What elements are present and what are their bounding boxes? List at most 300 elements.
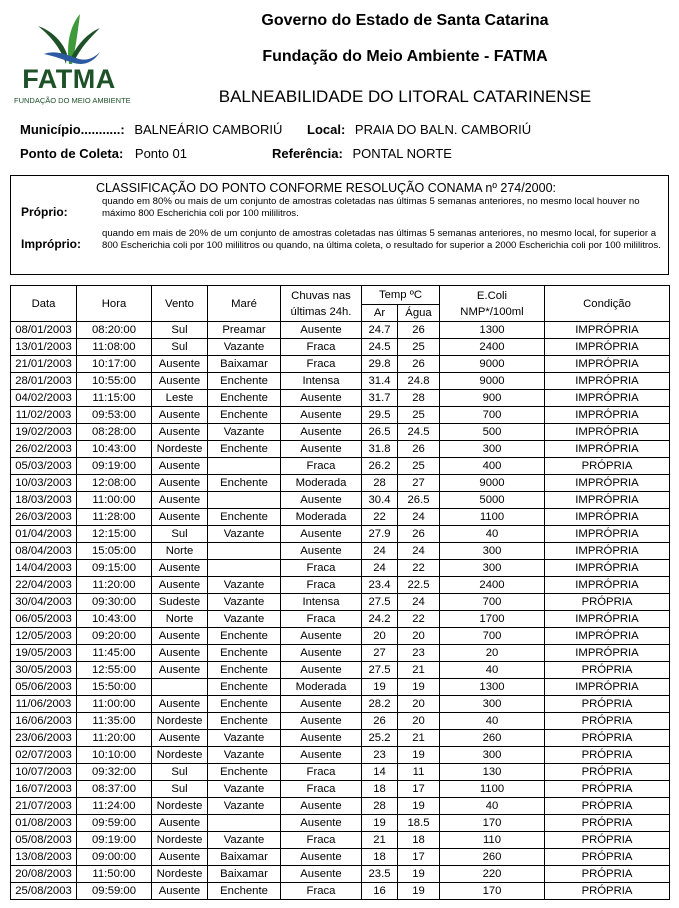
cell-chuvas: Ausente	[281, 662, 362, 679]
cell-hora: 11:24:00	[77, 798, 152, 815]
cell-hora: 12:08:00	[77, 475, 152, 492]
cell-temp-ar: 23.5	[362, 866, 398, 883]
cell-condicao: IMPRÓPRIA	[545, 577, 670, 594]
cell-hora: 12:15:00	[77, 526, 152, 543]
cell-mare: Vazante	[208, 747, 281, 764]
cell-temp-agua: 25	[398, 339, 440, 356]
cell-ecoli: 40	[440, 662, 545, 679]
cell-ecoli: 700	[440, 407, 545, 424]
cell-hora: 11:45:00	[77, 645, 152, 662]
cell-data: 04/02/2003	[11, 390, 77, 407]
cell-temp-ar: 28	[362, 798, 398, 815]
table-row	[11, 475, 670, 492]
cell-data: 19/02/2003	[11, 424, 77, 441]
cell-hora: 12:55:00	[77, 662, 152, 679]
cell-vento: Norte	[152, 543, 208, 560]
cell-ecoli: 300	[440, 747, 545, 764]
cell-ecoli: 500	[440, 424, 545, 441]
cell-condicao: IMPRÓPRIA	[545, 322, 670, 339]
cell-chuvas: Fraca	[281, 577, 362, 594]
cell-temp-ar: 31.8	[362, 441, 398, 458]
table-row	[11, 407, 670, 424]
table-row	[11, 730, 670, 747]
cell-data: 16/06/2003	[11, 713, 77, 730]
cell-mare: Enchente	[208, 373, 281, 390]
table-row	[11, 594, 670, 611]
cell-temp-agua: 25	[398, 407, 440, 424]
cell-temp-ar: 19	[362, 679, 398, 696]
cell-condicao: PRÓPRIA	[545, 764, 670, 781]
cell-vento: Ausente	[152, 730, 208, 747]
cell-hora: 10:10:00	[77, 747, 152, 764]
cell-temp-agua: 26	[398, 526, 440, 543]
cell-temp-agua: 18.5	[398, 815, 440, 832]
cell-condicao: IMPRÓPRIA	[545, 526, 670, 543]
cell-vento	[152, 679, 208, 696]
cell-vento: Nordeste	[152, 866, 208, 883]
cell-hora: 15:05:00	[77, 543, 152, 560]
cell-condicao: PRÓPRIA	[545, 866, 670, 883]
cell-temp-agua: 19	[398, 883, 440, 900]
cell-mare	[208, 560, 281, 577]
cell-data: 05/08/2003	[11, 832, 77, 849]
government-title: Governo do Estado de Santa Catarina	[261, 12, 549, 29]
table-row	[11, 849, 670, 866]
cell-data: 12/05/2003	[11, 628, 77, 645]
cell-mare: Baixamar	[208, 849, 281, 866]
cell-mare: Vazante	[208, 594, 281, 611]
cell-data: 16/07/2003	[11, 781, 77, 798]
table-row	[11, 832, 670, 849]
cell-condicao: PRÓPRIA	[545, 662, 670, 679]
table-row	[11, 424, 670, 441]
table-row	[11, 611, 670, 628]
cell-chuvas: Ausente	[281, 526, 362, 543]
cell-ecoli: 1100	[440, 781, 545, 798]
cell-hora: 09:59:00	[77, 883, 152, 900]
header-chuvas-line2: últimas 24h.	[290, 305, 352, 318]
cell-chuvas: Intensa	[281, 373, 362, 390]
cell-vento: Nordeste	[152, 832, 208, 849]
cell-ecoli: 40	[440, 798, 545, 815]
cell-temp-agua: 19	[398, 747, 440, 764]
cell-hora: 09:32:00	[77, 764, 152, 781]
cell-data: 18/03/2003	[11, 492, 77, 509]
cell-condicao: IMPRÓPRIA	[545, 492, 670, 509]
cell-mare: Enchente	[208, 679, 281, 696]
cell-temp-agua: 17	[398, 849, 440, 866]
cell-mare: Baixamar	[208, 866, 281, 883]
cell-hora: 10:43:00	[77, 441, 152, 458]
cell-vento: Ausente	[152, 475, 208, 492]
cell-temp-ar: 25.2	[362, 730, 398, 747]
table-row	[11, 798, 670, 815]
cell-temp-ar: 29.5	[362, 407, 398, 424]
cell-temp-agua: 20	[398, 628, 440, 645]
cell-mare: Vazante	[208, 832, 281, 849]
cell-chuvas: Ausente	[281, 407, 362, 424]
local-label: Local:	[307, 122, 346, 137]
cell-condicao: IMPRÓPRIA	[545, 475, 670, 492]
cell-data: 02/07/2003	[11, 747, 77, 764]
cell-temp-ar: 23.4	[362, 577, 398, 594]
cell-mare: Enchente	[208, 407, 281, 424]
cell-hora: 09:53:00	[77, 407, 152, 424]
cell-vento: Sul	[152, 322, 208, 339]
ponto-coleta-value: Ponto 01	[134, 146, 187, 161]
table-row	[11, 339, 670, 356]
cell-temp-agua: 26	[398, 441, 440, 458]
referencia-value: PONTAL NORTE	[352, 146, 452, 161]
cell-ecoli: 2400	[440, 577, 545, 594]
cell-hora: 09:00:00	[77, 849, 152, 866]
cell-condicao: IMPRÓPRIA	[545, 645, 670, 662]
table-row	[11, 322, 670, 339]
cell-temp-ar: 24.2	[362, 611, 398, 628]
cell-temp-agua: 21	[398, 730, 440, 747]
proprio-label: Próprio:	[21, 205, 68, 219]
cell-temp-agua: 25	[398, 458, 440, 475]
cell-vento: Ausente	[152, 560, 208, 577]
cell-condicao: PRÓPRIA	[545, 594, 670, 611]
cell-temp-ar: 29.8	[362, 356, 398, 373]
municipio-value: BALNEÁRIO CAMBORIÚ	[134, 122, 283, 137]
cell-mare: Enchente	[208, 696, 281, 713]
cell-data: 08/04/2003	[11, 543, 77, 560]
cell-vento: Sul	[152, 526, 208, 543]
cell-vento: Nordeste	[152, 441, 208, 458]
cell-vento: Sul	[152, 339, 208, 356]
cell-mare: Preamar	[208, 322, 281, 339]
cell-vento: Nordeste	[152, 713, 208, 730]
cell-temp-agua: 21	[398, 662, 440, 679]
referencia-label: Referência:	[272, 146, 343, 161]
cell-condicao: IMPRÓPRIA	[545, 339, 670, 356]
cell-temp-agua: 28	[398, 390, 440, 407]
table-row	[11, 883, 670, 900]
header-temp: Temp ºC	[362, 286, 440, 305]
cell-vento: Sul	[152, 781, 208, 798]
cell-hora: 11:20:00	[77, 577, 152, 594]
cell-data: 25/08/2003	[11, 883, 77, 900]
cell-temp-agua: 19	[398, 798, 440, 815]
local-field	[307, 122, 531, 137]
cell-ecoli: 9000	[440, 475, 545, 492]
cell-vento: Ausente	[152, 662, 208, 679]
cell-ecoli: 260	[440, 849, 545, 866]
cell-data: 20/08/2003	[11, 866, 77, 883]
cell-temp-agua: 26	[398, 322, 440, 339]
cell-condicao: PRÓPRIA	[545, 458, 670, 475]
table-row	[11, 747, 670, 764]
cell-data: 13/01/2003	[11, 339, 77, 356]
cell-temp-agua: 24.5	[398, 424, 440, 441]
leaf-wave-icon	[36, 10, 102, 66]
table-row	[11, 662, 670, 679]
cell-ecoli: 900	[440, 390, 545, 407]
cell-vento: Ausente	[152, 849, 208, 866]
cell-temp-ar: 31.4	[362, 373, 398, 390]
cell-vento: Ausente	[152, 628, 208, 645]
cell-data: 06/05/2003	[11, 611, 77, 628]
cell-hora: 10:55:00	[77, 373, 152, 390]
cell-chuvas: Ausente	[281, 713, 362, 730]
cell-temp-ar: 23	[362, 747, 398, 764]
cell-hora: 09:30:00	[77, 594, 152, 611]
cell-condicao: PRÓPRIA	[545, 730, 670, 747]
cell-condicao: IMPRÓPRIA	[545, 390, 670, 407]
cell-condicao: PRÓPRIA	[545, 798, 670, 815]
cell-condicao: PRÓPRIA	[545, 883, 670, 900]
cell-ecoli: 260	[440, 730, 545, 747]
cell-temp-agua: 19	[398, 679, 440, 696]
cell-ecoli: 1700	[440, 611, 545, 628]
cell-ecoli: 300	[440, 441, 545, 458]
cell-vento: Sudeste	[152, 594, 208, 611]
cell-chuvas: Moderada	[281, 509, 362, 526]
cell-mare: Baixamar	[208, 356, 281, 373]
cell-mare	[208, 815, 281, 832]
cell-data: 19/05/2003	[11, 645, 77, 662]
cell-hora: 09:20:00	[77, 628, 152, 645]
cell-chuvas: Ausente	[281, 492, 362, 509]
cell-vento: Ausente	[152, 492, 208, 509]
cell-hora: 08:37:00	[77, 781, 152, 798]
logo-subtext: FUNDAÇÃO DO MEIO AMBIENTE	[14, 96, 131, 105]
cell-vento: Ausente	[152, 458, 208, 475]
table-row	[11, 526, 670, 543]
cell-mare: Vazante	[208, 798, 281, 815]
cell-vento: Ausente	[152, 424, 208, 441]
table-body	[11, 322, 670, 900]
header-chuvas-line1: Chuvas nas	[291, 289, 351, 302]
cell-mare: Enchente	[208, 628, 281, 645]
cell-temp-agua: 23	[398, 645, 440, 662]
cell-data: 01/04/2003	[11, 526, 77, 543]
table-row	[11, 628, 670, 645]
cell-chuvas: Fraca	[281, 560, 362, 577]
cell-chuvas: Ausente	[281, 696, 362, 713]
table-row	[11, 696, 670, 713]
cell-vento: Ausente	[152, 815, 208, 832]
cell-chuvas: Ausente	[281, 849, 362, 866]
improprio-label: Impróprio:	[21, 237, 81, 251]
cell-vento: Norte	[152, 611, 208, 628]
table-row	[11, 509, 670, 526]
cell-vento: Ausente	[152, 356, 208, 373]
cell-chuvas: Fraca	[281, 611, 362, 628]
cell-condicao: IMPRÓPRIA	[545, 407, 670, 424]
ponto-coleta-label: Ponto de Coleta:	[20, 146, 124, 161]
cell-data: 11/06/2003	[11, 696, 77, 713]
cell-vento: Nordeste	[152, 747, 208, 764]
cell-vento: Ausente	[152, 509, 208, 526]
fatma-logo	[14, 10, 131, 105]
cell-hora: 08:20:00	[77, 322, 152, 339]
cell-mare: Enchente	[208, 645, 281, 662]
cell-temp-agua: 22	[398, 560, 440, 577]
cell-condicao: IMPRÓPRIA	[545, 424, 670, 441]
cell-temp-agua: 18	[398, 832, 440, 849]
cell-temp-agua: 19	[398, 866, 440, 883]
cell-temp-ar: 27.5	[362, 594, 398, 611]
cell-temp-agua: 24	[398, 594, 440, 611]
cell-temp-ar: 24	[362, 560, 398, 577]
cell-chuvas: Ausente	[281, 747, 362, 764]
header-vento: Vento	[152, 286, 208, 322]
cell-condicao: PRÓPRIA	[545, 696, 670, 713]
cell-data: 05/06/2003	[11, 679, 77, 696]
cell-mare: Enchente	[208, 713, 281, 730]
table-row	[11, 781, 670, 798]
cell-temp-agua: 24.8	[398, 373, 440, 390]
cell-temp-agua: 22.5	[398, 577, 440, 594]
cell-hora: 11:00:00	[77, 696, 152, 713]
cell-chuvas: Ausente	[281, 730, 362, 747]
cell-data: 14/04/2003	[11, 560, 77, 577]
cell-temp-agua: 24	[398, 509, 440, 526]
cell-chuvas: Ausente	[281, 815, 362, 832]
cell-chuvas: Moderada	[281, 679, 362, 696]
cell-temp-ar: 24.7	[362, 322, 398, 339]
cell-condicao: IMPRÓPRIA	[545, 543, 670, 560]
cell-hora: 09:15:00	[77, 560, 152, 577]
cell-condicao: IMPRÓPRIA	[545, 611, 670, 628]
cell-mare: Enchente	[208, 662, 281, 679]
proprio-text: quando em 80% ou mais de um conjunto de amostras coletadas nas últimas 5 semanas anteriores, no mesmo local houver no máximo 800 Escherichia coli por 100 mililitros.	[102, 196, 640, 220]
report-title: BALNEABILIDADE DO LITORAL CATARINENSE	[218, 87, 592, 106]
cell-ecoli: 9000	[440, 373, 545, 390]
cell-temp-ar: 26	[362, 713, 398, 730]
cell-condicao: IMPRÓPRIA	[545, 628, 670, 645]
improprio-text: quando em mais de 20% de um conjunto de amostras coletadas nas últimas 5 semanas anteriores, no mesmo local, for superior a 800 Escherichia coli por 100 mililitros ou quando, na última coleta, o resultado for superior a 2000 Escherichia coli por 100 mililitros.	[102, 228, 661, 252]
cell-temp-ar: 24	[362, 543, 398, 560]
cell-temp-ar: 24.5	[362, 339, 398, 356]
table-row	[11, 441, 670, 458]
cell-data: 21/01/2003	[11, 356, 77, 373]
cell-hora: 11:35:00	[77, 713, 152, 730]
header-hora: Hora	[77, 286, 152, 322]
cell-hora: 11:15:00	[77, 390, 152, 407]
cell-mare	[208, 543, 281, 560]
cell-chuvas: Ausente	[281, 866, 362, 883]
cell-data: 22/04/2003	[11, 577, 77, 594]
cell-temp-ar: 27.5	[362, 662, 398, 679]
table-row	[11, 560, 670, 577]
cell-hora: 15:50:00	[77, 679, 152, 696]
cell-chuvas: Ausente	[281, 628, 362, 645]
cell-hora: 09:59:00	[77, 815, 152, 832]
cell-hora: 11:08:00	[77, 339, 152, 356]
cell-data: 10/07/2003	[11, 764, 77, 781]
cell-temp-agua: 26	[398, 356, 440, 373]
cell-hora: 09:19:00	[77, 458, 152, 475]
cell-ecoli: 9000	[440, 356, 545, 373]
balneabilidade-table	[10, 285, 670, 900]
cell-ecoli: 700	[440, 594, 545, 611]
table-row	[11, 390, 670, 407]
cell-chuvas: Fraca	[281, 781, 362, 798]
cell-ecoli: 1100	[440, 509, 545, 526]
cell-condicao: PRÓPRIA	[545, 832, 670, 849]
cell-mare: Vazante	[208, 730, 281, 747]
cell-mare: Vazante	[208, 781, 281, 798]
table-row	[11, 458, 670, 475]
cell-hora: 08:28:00	[77, 424, 152, 441]
cell-temp-agua: 26.5	[398, 492, 440, 509]
header-temp-ar: Ar	[362, 305, 398, 322]
cell-mare: Vazante	[208, 424, 281, 441]
cell-chuvas: Ausente	[281, 441, 362, 458]
cell-data: 11/02/2003	[11, 407, 77, 424]
cell-chuvas: Fraca	[281, 356, 362, 373]
cell-temp-ar: 30.4	[362, 492, 398, 509]
cell-ecoli: 40	[440, 713, 545, 730]
cell-data: 01/08/2003	[11, 815, 77, 832]
header-ecoli-line1: E.Coli	[476, 289, 508, 302]
header-data: Data	[11, 286, 77, 322]
cell-temp-ar: 19	[362, 815, 398, 832]
cell-ecoli: 130	[440, 764, 545, 781]
header-ecoli-line2: NMP*/100ml	[460, 305, 524, 318]
cell-vento: Ausente	[152, 407, 208, 424]
cell-vento: Ausente	[152, 883, 208, 900]
table-row	[11, 356, 670, 373]
cell-ecoli: 1300	[440, 679, 545, 696]
cell-temp-ar: 21	[362, 832, 398, 849]
cell-data: 30/05/2003	[11, 662, 77, 679]
cell-condicao: IMPRÓPRIA	[545, 356, 670, 373]
cell-vento: Sul	[152, 764, 208, 781]
classification-title: CLASSIFICAÇÃO DO PONTO CONFORME RESOLUÇÃO CONAMA nº 274/2000:	[95, 181, 556, 195]
cell-ecoli: 2400	[440, 339, 545, 356]
logo-text: FATMA	[22, 64, 116, 94]
cell-ecoli: 1300	[440, 322, 545, 339]
header-mare: Maré	[208, 286, 281, 322]
cell-mare: Enchente	[208, 475, 281, 492]
classification-box	[10, 175, 669, 275]
table-row	[11, 645, 670, 662]
cell-condicao: IMPRÓPRIA	[545, 679, 670, 696]
municipio-label: Município...........:	[20, 122, 125, 137]
table-row	[11, 543, 670, 560]
cell-chuvas: Fraca	[281, 832, 362, 849]
cell-data: 10/03/2003	[11, 475, 77, 492]
cell-ecoli: 300	[440, 560, 545, 577]
cell-chuvas: Moderada	[281, 475, 362, 492]
table-row	[11, 815, 670, 832]
cell-ecoli: 220	[440, 866, 545, 883]
cell-mare: Enchente	[208, 883, 281, 900]
cell-hora: 11:28:00	[77, 509, 152, 526]
cell-vento: Ausente	[152, 696, 208, 713]
cell-ecoli: 110	[440, 832, 545, 849]
cell-mare	[208, 458, 281, 475]
cell-condicao: IMPRÓPRIA	[545, 560, 670, 577]
cell-condicao: IMPRÓPRIA	[545, 509, 670, 526]
header-ecoli	[440, 286, 545, 322]
cell-mare: Vazante	[208, 526, 281, 543]
cell-temp-agua: 17	[398, 781, 440, 798]
table-row	[11, 866, 670, 883]
cell-data: 26/03/2003	[11, 509, 77, 526]
table-row	[11, 577, 670, 594]
cell-chuvas: Ausente	[281, 543, 362, 560]
cell-mare: Vazante	[208, 339, 281, 356]
table-row	[11, 373, 670, 390]
cell-temp-ar: 22	[362, 509, 398, 526]
cell-temp-ar: 27	[362, 645, 398, 662]
